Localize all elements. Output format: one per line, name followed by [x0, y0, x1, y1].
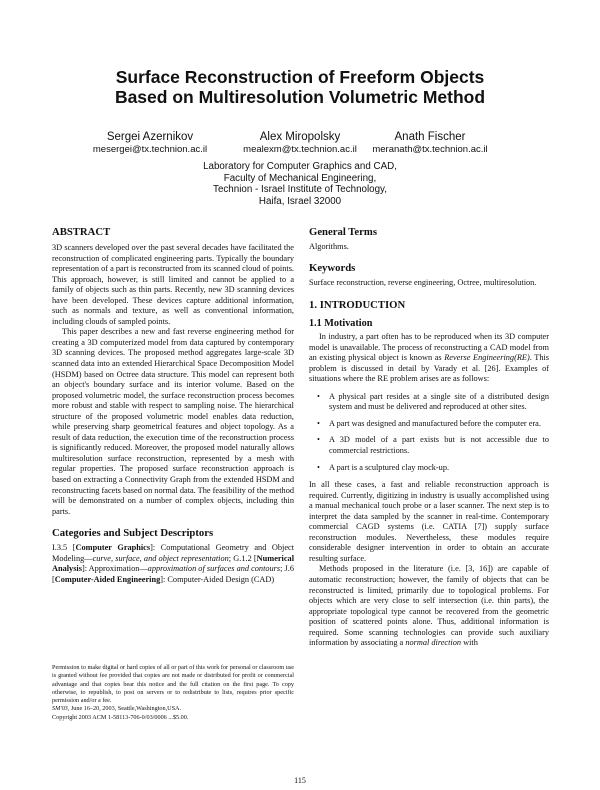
author-name: Anath Fischer [394, 131, 466, 143]
venue-line [52, 705, 294, 713]
title-line-1: Surface Reconstruction of Freeform Objects [115, 67, 485, 87]
intro-paragraph-3 [309, 564, 549, 648]
permission-footnote [52, 664, 294, 722]
author-email: mesergei@tx.technion.ac.il [92, 144, 208, 155]
author-email: mealexm@tx.technion.ac.il [243, 144, 357, 155]
intro-text: In industry, a part often has to be reproduced when its 3D computer model is unavailable. The process of reconstructing a CAD model from an existing physical object is known as [309, 332, 549, 363]
category-sep: ; [228, 553, 232, 563]
affiliation-line: Faculty of Mechanical Engineering, [223, 172, 377, 184]
category-name: Computer Graphics [75, 543, 151, 553]
venue-name: SM'03, [52, 705, 70, 713]
category-sep: ; J.6 [ [52, 564, 294, 584]
affiliation-line: Technion - Israel Institute of Technology, [213, 184, 387, 196]
category-name: Computer-Aided Engineering [54, 574, 161, 584]
abstract-paragraph-1: 3D scanners developed over the past several decades have facilitated the reconstruction of complicated engineering parts. Typically the boundary representation of a part is reconstructed from its scanned cloud of points. This approach, however, is still limited and cannot be applied to a family of objects such as thin parts. Recently, new 3D scanning devices have been developed. These devices capture additional information, such as normals and texture, as well as conventional information, including clouds of sampled points. [52, 243, 294, 326]
right-column [309, 226, 549, 649]
list-item-text: A part is a sculptured clay mock-up. [329, 462, 450, 472]
general-terms-heading: General Terms [309, 226, 377, 238]
bullet-icon: • [317, 391, 320, 401]
copyright-line: Copyright 2003 ACM 1-58113-706-0/03/0006 ...$5.00. [52, 713, 189, 721]
intro-text: . This problem is discussed in detail by Varady et al. [26]. Examples of situations where the RE problem arises are as follows: [309, 353, 550, 384]
page-number: 115 [294, 776, 306, 785]
list-item-text: A part was designed and manufactured before the computer era. [329, 418, 541, 428]
category-name: Numerical Analysis [52, 553, 294, 574]
keywords-text: Surface reconstruction, reverse engineering, Octree, multiresolution. [309, 277, 537, 287]
affiliation-line: Laboratory for Computer Graphics and CAD, [203, 161, 397, 172]
categories-text [52, 543, 294, 585]
bullet-icon: • [317, 462, 320, 472]
category-desc: ]: Approximation— [81, 564, 148, 574]
general-terms-text: Algorithms. [309, 242, 349, 251]
author-1 [80, 131, 220, 156]
list-item [317, 419, 549, 430]
intro-term: normal direction [405, 638, 462, 648]
situation-list [309, 392, 549, 473]
abstract-heading: ABSTRACT [52, 226, 111, 238]
category-subject: approximation of surfaces and contours [147, 564, 281, 574]
intro-text: Methods proposed in the literature (i.e. [3, 16]) are capable of automatic reconstruction; however, the family of objects that can be reconstructed is limited, primarily due to topological problems. For objects which are very close to self intersection (i.e. thin parts), the appropriate topological type cannot be recovered from the geometric position of scattered points alone. Thus, additional information is required. Some scanning technologies can provide such auxiliary information by associating a [309, 564, 549, 648]
affiliation [150, 161, 450, 207]
intro-term: Reverse Engineering(RE) [444, 353, 530, 363]
list-item [317, 435, 549, 456]
venue-details: June 16–20, 2003, Seattle,Washington,USA. [69, 705, 182, 713]
list-item-text: A physical part resides at a single site of a distributed design system and must be delivered and reproduced at other sites. [329, 391, 549, 412]
intro-paragraph-1 [309, 332, 549, 385]
author-name: Alex Miropolsky [259, 131, 341, 143]
keywords-heading: Keywords [309, 261, 356, 274]
categories-heading: Categories and Subject Descriptors [52, 527, 214, 540]
bullet-icon: • [317, 435, 320, 445]
introduction-heading: 1. INTRODUCTION [309, 299, 406, 312]
author-name: Sergei Azernikov [106, 131, 194, 143]
left-column [52, 226, 294, 585]
author-3 [360, 131, 500, 156]
permission-text: Permission to make digital or hard copies of all or part of this work for personal or classroom use is granted without fee provided that copies are not made or distributed for profit or commercial advantage and that copies bear this notice and the full citation on the first page. To copy otherwise, to republish, to post on servers or to redistribute to lists, requires prior specific permission and/or a fee. [52, 664, 294, 705]
intro-paragraph-2: In all these cases, a fast and reliable reconstruction approach is required. Currently, digitizing in industry is usually accomplished using a manual mechanical touch probe or a laser scanner. The next step is to interpret the data sampled by the scanner in real-time. Contemporary commercial CAGD systems (i.e. CATIA [7]) supply surface reconstruction modules. Nevertheless, these modules require considerable designer intervention in order to obtain an accurate resulting surface. [309, 480, 549, 563]
category-desc: ]: Computer-Aided Design (CAD) [160, 574, 275, 584]
list-item [317, 463, 549, 474]
motivation-heading: 1.1 Motivation [309, 318, 373, 330]
list-item-text: A 3D model of a part exists but is not accessible due to commercial restrictions. [329, 435, 549, 456]
category-subject: curve, surface, and object representation [92, 553, 229, 563]
author-2 [230, 131, 370, 156]
category-desc: ]: Computational Geometry and Object Modeling— [52, 543, 295, 563]
paper-title [40, 67, 560, 107]
affiliation-line: Haifa, Israel 32000 [258, 195, 342, 207]
category-code: G.1.2 [ [233, 553, 257, 563]
abstract-paragraph-2: This paper describes a new and fast reverse engineering method for creating a 3D computerized model from data captured by contemporary 3D scanning devices. The proposed method aggregates large-scale 3D scanned data into an extended Hierarchical Space Decomposition Model (HSDM) based on Octree data structure. This model can represent both an object's boundary surface and its interior volume. Based on the proposed volumetric model, the surface reconstruction process becomes more robust and stable with respect to sampling noise. The hierarchical structure of the proposed volumetric model enables data reduction, while preserving sharp geometrical features and object topology. As a result of data reduction, the execution time of the reconstruction process is significantly reduced. Moreover, the proposed model naturally allows multiresolution surface reconstruction, represented by a mesh with regular properties. The proposed surface reconstruction approach is based on extracting a Connectivity Graph from the extended HSDM and reconstructing facets based on normal data. The feasibility of the method will be demonstrated on a number of complex objects, including thin parts. [52, 327, 294, 516]
title-line-2: Based on Multiresolution Volumetric Method [114, 87, 486, 107]
intro-text: with [461, 638, 478, 648]
list-item [317, 392, 549, 413]
bullet-icon: • [317, 418, 320, 428]
author-email: meranath@tx.technion.ac.il [372, 144, 488, 155]
category-code: I.3.5 [ [52, 543, 76, 553]
